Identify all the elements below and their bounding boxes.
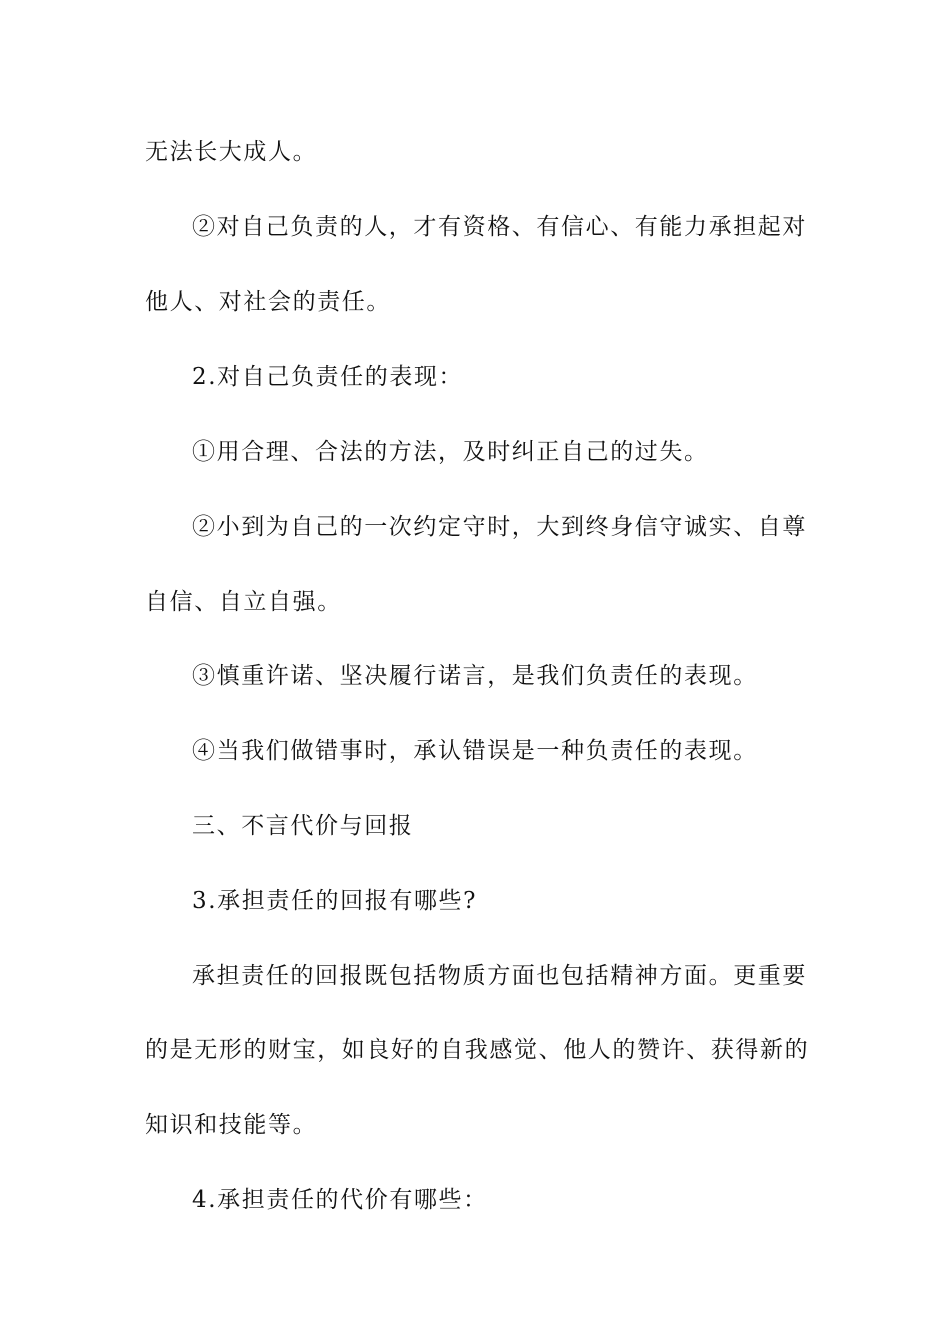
text-line: ④当我们做错事时，承认错误是一种负责任的表现。 [192, 738, 758, 764]
text-line: ②小到为自己的一次约定守时，大到终身信守诚实、自尊 [192, 514, 807, 540]
text-line: 他人、对社会的责任。 [145, 289, 391, 315]
text-line: ③慎重许诺、坚决履行诺言，是我们负责任的表现。 [192, 663, 758, 689]
section-heading: 三、不言代价与回报 [192, 813, 414, 839]
section-heading: 3.承担责任的回报有哪些? [192, 888, 478, 914]
text-line: 知识和技能等。 [145, 1112, 318, 1138]
text-line: ①用合理、合法的方法，及时纠正自己的过失。 [192, 439, 709, 465]
text-line: 承担责任的回报既包括物质方面也包括精神方面。更重要 [192, 963, 807, 989]
section-heading: 4.承担责任的代价有哪些： [192, 1187, 488, 1213]
text-line: 的是无形的财宝，如良好的自我感觉、他人的赞许、获得新的 [145, 1037, 810, 1063]
text-line: 自信、自立自强。 [145, 589, 342, 615]
text-line: 无法长大成人。 [145, 139, 318, 165]
text-line: ②对自己负责的人，才有资格、有信心、有能力承担起对 [192, 214, 807, 240]
section-heading: 2.对自己负责任的表现： [192, 364, 464, 390]
